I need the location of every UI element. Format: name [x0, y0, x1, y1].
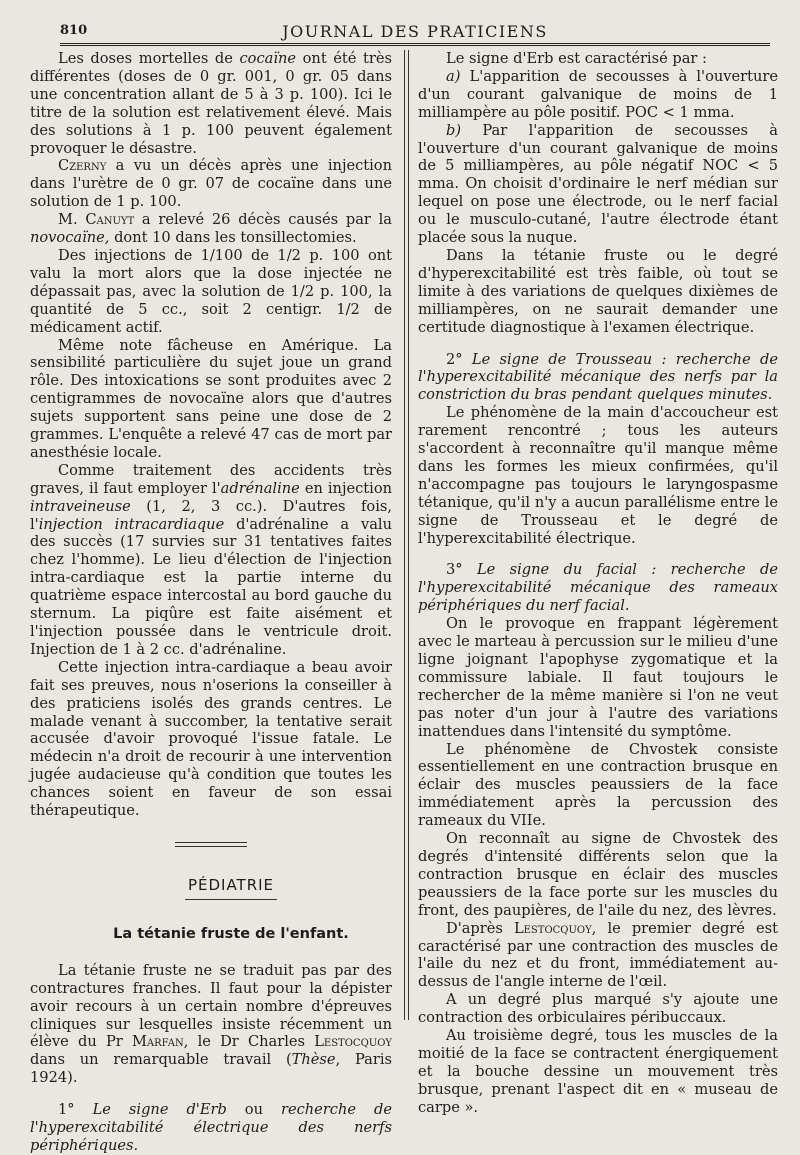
paragraph: Czerny a vu un décès après une injection dans l'urètre de 0 gr. 07 de cocaïne dans une solution de 1 p. 100.: [30, 157, 392, 211]
section-underline: [185, 899, 277, 900]
right-column: [418, 50, 778, 1117]
paragraph: Le phénomène de la main d'accoucheur est rarement rencontré ; tous les auteurs s'accordent à reconnaître qu'il manque même dans les formes les mieux confirmées, qu'il n'accompagne pas toujours le laryngospasme tétanique, qu'il n'y a aucun parallélisme entre le signe de Trousseau et le degré de l'hyperexcitabilité électrique.: [418, 404, 778, 547]
divider: [175, 842, 247, 847]
page-header: [60, 21, 770, 46]
journal-title: JOURNAL DES PRATICIENS: [282, 22, 548, 41]
paragraph: a) L'apparition de secousses à l'ouverture d'un courant galvanique de moins de 1 milliampère au pôle positif. POC < 1 mma.: [418, 67, 778, 121]
paragraph: Même note fâcheuse en Amérique. La sensibilité particulière du sujet joue un grand rôle. Des intoxications se sont produites avec 2 centigrammes de novocaïne alors que d'autres sujets supportent sans peine une dose de 2 grammes. L'enquête a relevé 47 cas de mort par anesthésie locale.: [30, 336, 392, 461]
paragraph: La tétanie fruste ne se traduit pas par des contractures franches. Il faut pour la dépister avoir recours à un certain nombre d'épreuves cliniques sur lesquelles insiste récemment un élève du Pr Marfan, le Dr Charles Lestocquoy dans un remarquable travail (Thèse, Paris 1924).: [30, 961, 393, 1087]
paragraph: On reconnaît au signe de Chvostek des degrés d'intensité différents selon que la contraction brusque en éclair des muscles peaussiers de la face porte sur les muscles du front, des paupières, de l'aile du nez, des lèvres.: [418, 830, 778, 919]
paragraph: 3° Le signe du facial : recherche de l'hyperexcitabilité mécanique des rameaux périphériques du nerf facial.: [418, 561, 778, 615]
paragraph: On le provoque en frappant légèrement avec le marteau à percussion sur le milieu d'une ligne joignant l'apophyse zygomatique et la commissure labiale. Il faut toujours le rechercher de la même manière si l'on ne veut pas noter d'un jour à l'autre des variations inattendues dans l'intensité du symptôme.: [418, 615, 778, 740]
column-divider: [404, 50, 409, 1020]
paragraph: 1° Le signe d'Erb ou recherche de l'hyperexcitabilité électrique des nerfs périphériques.: [30, 1101, 392, 1154]
article-title: La tétanie fruste de l'enfant.: [113, 925, 349, 942]
paragraph: M. Canuyt a relevé 26 décès causés par la novocaïne, dont 10 dans les tonsillectomies.: [30, 211, 392, 247]
left-column: [30, 50, 392, 1155]
paragraph: Le phénomène de Chvostek consiste essentiellement en une contraction brusque en éclair des muscles peaussiers de la face immédiatement après la percussion des rameaux du VIIe.: [418, 740, 778, 830]
section-title: PÉDIATRIE: [187, 875, 275, 894]
paragraph: Au troisième degré, tous les muscles de la moitié de la face se contractent énergiquement et la bouche dessine un mouvement très brusque, prenant l'aspect dit en « museau de carpe ».: [418, 1027, 778, 1116]
paragraph: Des injections de 1/100 de 1/2 p. 100 ont valu la mort alors que la dose injectée ne dépassait pas, avec la solution de 1/2 p. 100, la quantité de 5 cc., soit 2 centigr. 1/2 de médicament actif.: [30, 246, 392, 336]
paragraph: Les doses mortelles de cocaïne ont été très différentes (doses de 0 gr. 001, 0 gr. 05 dans une concentration allant de 5 à 3 p. 100). Ici le titre de la solution est relativement élevé. Mais des solutions à 1 p. 100 peuvent également provoquer le désastre.: [30, 50, 392, 157]
paragraph: D'après Lestocquoy, le premier degré est caractérisé par une contraction des muscles de l'aile du nez et du front, immédiatement au-dessus de l'angle interne de l'œil.: [418, 919, 778, 991]
paragraph: b) Par l'apparition de secousses à l'ouverture d'un courant galvanique de moins de 5 milliampères, au pôle négatif NOC < 5 mma. On choisit d'ordinaire le nerf médian sur lequel on pose une électrode, ou le nerf facial ou le musculo-cutané, l'autre électrode étant placée sous la nuque.: [418, 121, 778, 247]
paragraph: Dans la tétanie fruste ou le degré d'hyperexcitabilité est très faible, où tout se limite à des variations de quelques dixièmes de milliampères, on ne saurait demander une certitude diagnostique à l'examen électrique.: [418, 246, 778, 336]
page-number: 810: [60, 23, 88, 38]
paragraph: 2° Le signe de Trousseau : recherche de l'hyperexcitabilité mécanique des nerfs par la constriction du bras pendant quelques minutes.: [418, 350, 778, 404]
paragraph: Le signe d'Erb est caractérisé par :: [446, 50, 707, 67]
paragraph: Comme traitement des accidents très graves, il faut employer l'adrénaline en injection intraveineuse (1, 2, 3 cc.). D'autres fois, l'injection intracardiaque d'adrénaline a valu des succès (17 survies sur 31 tentatives faites chez l'homme). Le lieu d'élection de l'injection intra-cardiaque est la partie interne du quatrième espace intercostal au bord gauche du sternum. La piqûre est faite aisément et l'injection poussée dans le ventricule droit. Injection de 1 à 2 cc. d'adrénaline.: [30, 461, 393, 658]
paragraph: Cette injection intra-cardiaque a beau avoir fait ses preuves, nous n'oserions la conseiller à des praticiens isolés des grands centres. Le malade venant à succomber, la tentative serait accusée d'avoir provoqué l'issue fatale. Le médecin n'a droit de recourir à une intervention jugée audacieuse qu'à condition que toutes les chances soient en faveur de son essai thérapeutique.: [30, 658, 392, 820]
paragraph: A un degré plus marqué s'y ajoute une contraction des orbiculaires péribuccaux.: [418, 991, 778, 1027]
